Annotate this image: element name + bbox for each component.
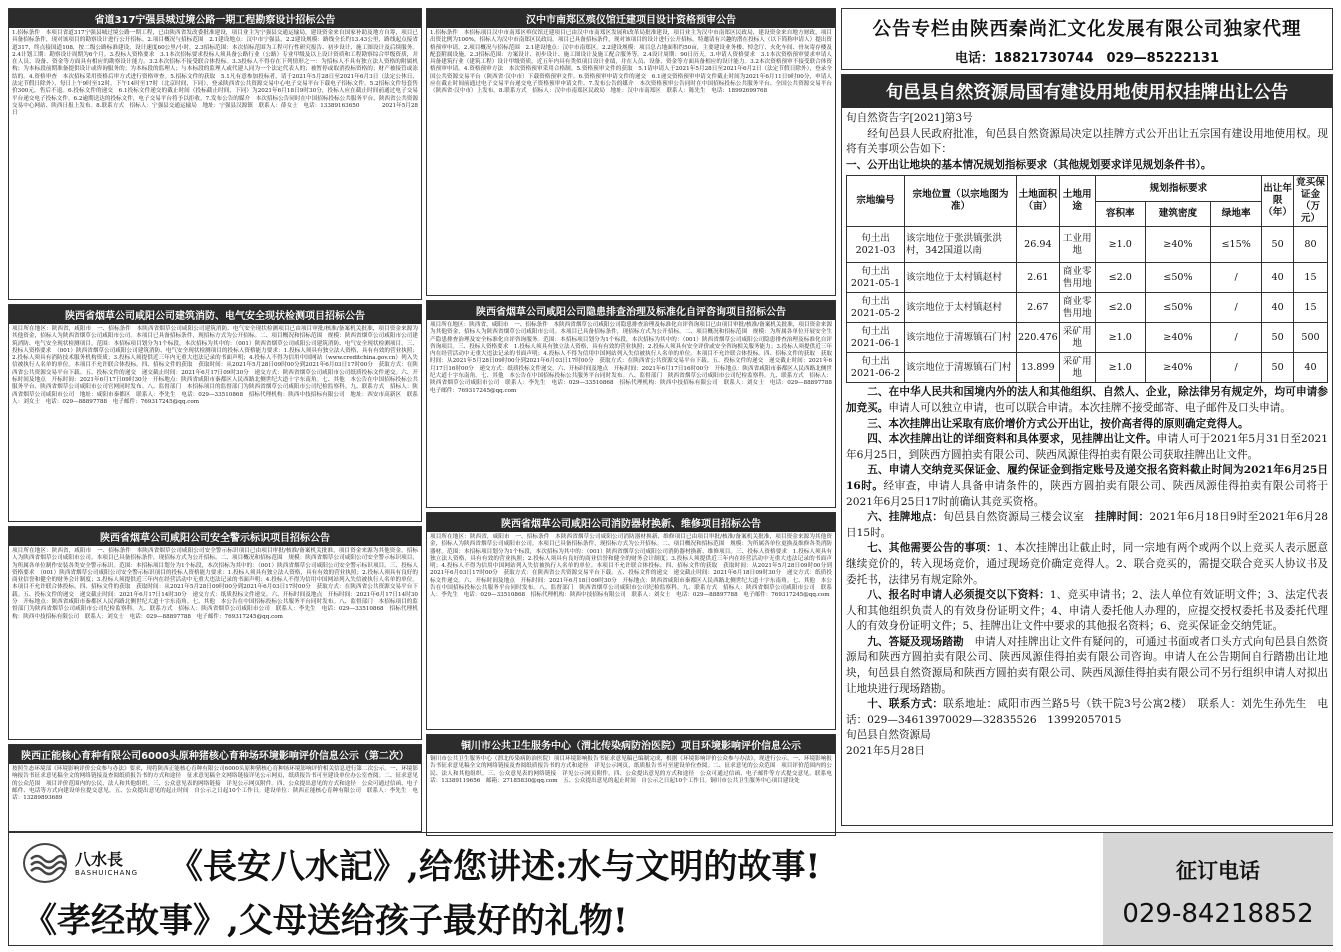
section-3: 三、本次挂牌出让采取有底价增价方式公开出让，按价高者得的原则确定竞得人。: [867, 417, 1249, 430]
cell-density: ≤50%: [1145, 293, 1210, 323]
notice-body: 1.招标条件 本招标项目汉中市南郑区殡仪馆迁建项目已由汉中市南郑区发展和改革局批准建设，项目业主为汉中市南郑区民政局，建设资金来自地方财政，项目出资比例为100%，招标人为汉中市南郑区民政局。项目已具备招标条件，现对该项目的设计进行公开招标，特邀请有兴趣的潜在投标人（以下简称申请人）提出资格预审申请。2.项目概况与招标范围 2.1建设地点：汉中市南郑区。2.2建设规模：项目总占地面积约50亩，主要建设业务楼、悼念厅、火化车间、骨灰寄存楼及配套附属设施。2.3招标范围：方案设计、初步设计、施工图设计及施工配合服务等。2.4设计周期：90日历天。3.申请人资格要求 3.1本次资格预审要求申请人具备建筑行业（建筑工程）设计甲级资质，近五年内具有类似项目设计业绩，并在人员、设备、资金等方面具备相应的设计能力。3.2本次资格预审不接受联合体资格预审申请。4.资格预审方法 本次资格预审采用合格制。5.资格预审文件的获取 5.1请申请人于2021年5月28日至2021年6月2日（法定节假日除外），登录全国公共资源交易平台（陕西省·汉中市）下载资格预审文件。6.资格预审申请文件的递交 6.1递交资格预审申请文件截止时间为2021年6月11日9时00分，申请人应在截止时间前通过电子交易平台递交电子资格预审申请文件。7.发布公告的媒介 本次资格预审公告同时在中国招标投标公共服务平台、全国公共资源交易平台（陕西省·汉中市）上发布。8.联系方式 招标人：汉中市南郑区民政局 地址：汉中市南郑区 联系人：陈先生 电话：18992699768: [430, 30, 832, 95]
section-2: [846, 385, 1328, 416]
notice-body: 铜川市公共卫生服务中心（渭北传染病防治医院）项目环境影响报告书征求意见稿已编制完成，根据《环境影响评价公众参与办法》，现进行公示。一、环境影响报告书征求意见稿全文的网络链接及查阅纸质报告书的方式和途径 详见公示网页，纸质报告书可至建设单位查阅。二、征求意见的公众范围 项目评价范围内的公民、法人和其他组织。三、公众意见表的网络链接 详见公示网页附件。四、公众提出意见的方式和途径 公众可通过信函、电子邮件等方式提交意见。联系电话：13389119656 邮箱：27185830@qq.com 五、公众提出意见的起止时间 自公示之日起10个工作日。铜川市公共卫生服务中心项目建设处: [430, 756, 832, 784]
agent-phone: 电话：18821730744 029—85222131: [955, 51, 1219, 66]
table-row: [847, 353, 1328, 383]
notice-body: 1.招标条件 本项目省道317宁强县城过境公路一期工程，已由陕西省发改委批准建设，项目业主为宁强县交通运输局，建设资金来自国家补助及地方自筹，项目已具备招标条件，现对该项目的勘察设计进行公开招标。2.项目概况与招标范围 2.1建设地点：汉中市宁强县。2.2建设规模：路线全长约13.43公里，路线起点接省道317，终点接国道108，按二级公路标准建设，设计速度60公里/小时。2.3招标范围：本次招标范围为工程可行性研究报告、初步设计、施工图设计及后续服务。2.4计划工期：勘察设计周期为6个月。3.投标人资格要求 3.1本次招标要求投标人须具备公路行业（公路）专业甲级及以上设计资质和工程勘察综合甲级资质，并在人员、设备、资金等方面具有相应的勘察设计能力。3.2本次招标不接受联合体投标。3.3投标人不得存在下列情形之一：为招标人不具有独立法人资格的附属机构；为本标段前期准备提供设计或咨询服务的；为本标段的监理人；与本标段的监理人或代建人同为一个法定代表人的；被暂停或取消投标资格的；财产被接管或冻结的。4.资格审查 本次招标采用资格后审方式进行资格审查。5.招标文件的获取 5.1凡有意参加投标者，请于2021年5月28日至2021年6月3日（法定公休日、法定节假日除外），每日上午9时至12时，下午14时至17时（北京时间，下同），登录陕西省公共资源交易中心电子交易平台下载电子招标文件。5.2招标文件每套售价300元，售后不退。6.投标文件的递交 6.1投标文件递交的截止时间（投标截止时间，下同）为2021年6月18日9时30分，投标人应在截止时间前通过电子交易平台递交电子投标文件。6.2逾期送达的投标文件，电子交易平台将予以拒收。7.发布公告的媒介 本次招标公告同时在中国招标投标公共服务平台、陕西省公共资源交易中心网站、陕西日报上发布。8.联系方式 招标人：宁强县交通运输局 地址：宁强县汉源镇 联系人：薛女士 电话：13389163650 2021年5月28日: [12, 30, 418, 117]
cell-green: /: [1211, 263, 1262, 293]
cell-far: ≥1.0: [1095, 323, 1145, 353]
section-8-text: 1、竞买申请书；2、法人单位有效证明文件；3、法定代表人和其他组织负责人的有效身份证明文件；4、申请人委托他人办理的，应提交授权委托书及委托代理人的有效身份证明文件；5、挂牌出让文件中要求的其他报名资料；6、竞买保证金交纳凭证。: [846, 589, 1329, 633]
notice-road-survey: [8, 8, 422, 300]
section-6-time-label: 挂牌时间：: [1095, 511, 1150, 524]
section-5-text: 经审查，申请人具备申请条件的，陕西方圆拍卖有限公司、陕西凤源佳得拍卖有限公司将于2021年6月25日17时前确认其竞买资格。: [846, 479, 1328, 508]
bashuichang-logo: [23, 843, 161, 883]
section-7-text: 1、本次挂牌出让截止时，同一宗地有两个或两个以上竞买人表示愿意继续竞价的，转入现场竞价，通过现场竞价确定竞得人。2、联合竞买的，需提交联合竞买人协议书及委托书，法律另有规定除外。: [846, 542, 1328, 586]
subscription-phone: 029-84218852: [1122, 899, 1314, 929]
table-header-row: [847, 176, 1328, 202]
cell-area: 220.476: [1017, 323, 1060, 353]
land-auction-notice: [841, 74, 1333, 826]
logo-cn-text: 八水長: [75, 850, 124, 869]
cell-deposit: 40: [1294, 353, 1328, 383]
notice-fire-equipment: [426, 512, 836, 730]
notice-body: 按照生态环境部《环境影响评价公众参与办法》要求，现将陕西正能核心育种有限公司6000头原种猪核心育种场环境影响评价相关信息进行第二次公示。一、环境影响报告书征求意见稿全文的网络链接及查阅纸质报告书的方式和途径 征求意见稿全文网络链接详见公示网页，纸质报告书可至建设单位办公室查阅。二、征求意见的公众范围 项目评价范围内的公民、法人和其他组织。三、公众意见表的网络链接 详见公示网页附件。四、公众提出意见的方式和途径 公众可通过信函、电子邮件、电话等方式向建设单位提交意见。五、公众提出意见的起止时间 自公示之日起10个工作日。建设单位：陕西正能核心育种有限公司 联系人：李先生 电话：13289893689: [12, 766, 418, 802]
cell-density: ≤50%: [1145, 263, 1210, 293]
notice-title: 汉中市南郑区殡仪馆迁建项目设计资格预审公告: [427, 9, 835, 28]
cell-green: /: [1211, 353, 1262, 383]
subscription-box: [1103, 833, 1333, 945]
col-header-location: 宗地位置（以宗地图为准）: [905, 176, 1017, 227]
notice-public-health-eia: [426, 734, 836, 836]
cell-use: 采矿用地: [1059, 323, 1095, 353]
cell-density: ≥40%: [1145, 323, 1210, 353]
logo-en-text: BASHUICHANG: [75, 869, 139, 877]
cell-no: 旬土出2021-05-2: [847, 293, 905, 323]
col-header-green: 绿地率: [1211, 201, 1262, 227]
cell-use: 商业零售用地: [1059, 263, 1095, 293]
section-6-place: 旬邑县自然资源局三楼会议室: [943, 511, 1085, 524]
cell-location: 该宗地位于清塬镇石门村: [905, 353, 1017, 383]
cell-location: 该宗地位于清塬镇石门村: [905, 323, 1017, 353]
subscription-label: 征订电话: [1176, 859, 1260, 883]
col-header-far: 容积率: [1095, 201, 1145, 227]
cell-location: 该宗地位于太村镇赵村: [905, 293, 1017, 323]
intro-paragraph: 经旬邑县人民政府批准，旬邑县自然资源局决定以挂牌方式公开出让五宗国有建设用地使用权。现将有关事项公告如下：: [846, 127, 1328, 156]
cell-area: 2.67: [1017, 293, 1060, 323]
cell-area: 2.61: [1017, 263, 1060, 293]
cell-far: ≥1.0: [1095, 227, 1145, 263]
cell-far: ≤2.0: [1095, 263, 1145, 293]
cell-use: 采矿用地: [1059, 353, 1095, 383]
cell-deposit: 15: [1294, 263, 1328, 293]
cell-far: ≥1.0: [1095, 353, 1145, 383]
land-notice-title: 旬邑县自然资源局国有建设用地使用权挂牌出让公告: [842, 75, 1332, 108]
notice-safety-signs: [8, 526, 422, 740]
section-5: [846, 463, 1328, 510]
slogan-filial-book: 《孝经故事》,父母送给孩子最好的礼物!: [23, 901, 628, 941]
cell-use: 商业零售用地: [1059, 293, 1095, 323]
section-4: [846, 432, 1328, 463]
notice-title: 陕西省烟草公司咸阳公司消防器材换新、维修项目招标公告: [427, 513, 835, 532]
notice-body: 项目所在地区：陕西省，咸阳市 一、招标条件 本陕西省烟草公司咸阳公司建筑消防、电气安全现状检测项目已由项目审批/核准/备案机关批准，项目资金来源为其他资金，招标人为陕西省烟草公司咸阳市公司。本项目已具备招标条件，现招标方式为公开招标。二、项目概况和招标范围 规模：陕西省烟草公司咸阳市公司建筑消防、电气安全现状检测项目。范围：本招标项目划分为1个标段，本次招标为其中的：（001）陕西省烟草公司咸阳公司建筑消防、电气安全现状检测项目。三、投标人资格要求 （001）陕西省烟草公司咸阳公司建筑消防、电气安全现状检测项目的投标人资格能力要求：1.投标人须具有独立法人资格，具有有效的营业执照；2.投标人须具有消防技术服务机构资质；3.投标人须提供近三年内无重大违法记录的书面声明；4.投标人不得为信用中国网站（www.creditchina.gov.cn）列入失信被执行人名单的单位。本项目不允许联合体投标。四、招标文件的获取 获取时间：从2021年5月28日09时00分到2021年6月03日17时00分 获取方式：在陕西省公共资源交易平台下载。五、投标文件的递交 递交截止时间：2021年6月17日09时30分 递交方式：陕西省烟草公司咸阳市公司纸质投标文件递交。六、开标时间及地点 开标时间：2021年6月17日09时30分 开标地点：陕西省咸阳市秦都区人民西路北侧世纪大道十字东南角。七、其他 本公告在中国招标投标公共服务平台、陕西省烟草公司咸阳市公司官网同时发布。八、监督部门 本招标项目的监督部门为陕西省烟草公司咸阳市公司纪检监察科。九、联系方式 招标人：陕西省烟草公司咸阳市公司 地址：咸阳市秦都区 联系人：李先生 电话：029—33510868 招标代理机构：陕西中技招标有限公司 地址：西安市高新区 联系人：刘女士 电话：029—88897788 电子邮件：769317245@qq.com: [12, 326, 418, 405]
cell-no: 旬土出2021-05-1: [847, 263, 905, 293]
col-header-area: 土地面积（亩）: [1017, 176, 1060, 227]
cell-green: /: [1211, 323, 1262, 353]
cell-location: 该宗地位于张洪镇张洪村，342国道以南: [905, 227, 1017, 263]
section-10: [846, 697, 1328, 728]
land-plan-table: [846, 175, 1328, 383]
table-row: [847, 227, 1328, 263]
wave-icon: [25, 845, 65, 881]
col-header-plan: 规划指标要求: [1095, 176, 1262, 202]
cell-area: 26.94: [1017, 227, 1060, 263]
col-header-use: 土地用途: [1059, 176, 1095, 227]
section-9-bold: 九、答疑及现场踏勘: [867, 635, 964, 648]
notice-body: 项目所在地区：陕西省，咸阳市 一、招标条件 本陕西省烟草公司咸阳公司安全警示标识项目已由项目审批/核准/备案机关批准，项目资金来源为其他资金，招标人为陕西省烟草公司咸阳市公司。本项目已具备招标条件，现招标方式为公开招标。二、项目概况和招标范围 规模：陕西省烟草公司咸阳公司安全警示标识项目，为所属各单位制作安装各类安全警示标识。范围：本招标项目划分为1个标段，本次招标为其中的：（001）陕西省烟草公司咸阳公司安全警示标识项目。三、投标人资格要求 （001）陕西省烟草公司咸阳公司安全警示标识项目的投标人资格能力要求：1.投标人须具有独立法人资格，具有有效的营业执照；2.投标人须具有良好的商业信誉和健全的财务会计制度；3.投标人须提供近三年内在经营活动中无重大违法记录的书面声明；4.投标人不得为信用中国网站列入失信被执行人名单的单位。本项目不允许联合体投标。四、招标文件的获取 获取时间：从2021年5月28日09时00分到2021年6月03日17时00分 获取方式：在陕西省公共资源交易平台下载。五、投标文件的递交 递交截止时间：2021年6月17日14时30分 递交方式：纸质投标文件递交。六、开标时间及地点 开标时间：2021年6月17日14时30分 开标地点：陕西省咸阳市秦都区人民西路北侧世纪大道十字东南角。七、其他 本公告在中国招标投标公共服务平台同时发布。八、监督部门 本招标项目的监督部门为陕西省烟草公司咸阳市公司纪检监察科。九、联系方式 招标人：陕西省烟草公司咸阳市公司 联系人：李先生 电话：029—33510868 招标代理机构：陕西中技招标有限公司 联系人：刘女士 电话：029—88897788 电子邮件：769317245@qq.com: [12, 548, 418, 620]
notice-hazard-consulting: [426, 300, 836, 508]
section-4-bold: 四、本次挂牌出让的详细资料和具体要求，见挂牌出让文件。: [867, 433, 1157, 446]
cell-term: 50: [1262, 323, 1294, 353]
table-row: [847, 323, 1328, 353]
notice-title: 陕西正能核心育种有限公司6000头原种猪核心育种场环境影响评价信息公示（第二次）: [9, 745, 421, 764]
section-8-bold: 八、报名时申请人必须提交以下资料：: [867, 589, 1050, 602]
cell-far: ≤2.0: [1095, 293, 1145, 323]
wave-logo-icon: [23, 843, 67, 883]
notice-title: 陕西省烟草公司咸阳公司隐患排查治理及标准化自评咨询项目招标公告: [427, 301, 835, 320]
left-column: [8, 8, 422, 836]
section-6-bold: 六、挂牌地点：: [867, 511, 944, 524]
book-ad-banner: [8, 832, 1333, 946]
section-7-bold: 七、其他需要公告的事项：: [867, 542, 997, 555]
notice-funeral-home-design: [426, 8, 836, 296]
cell-term: 50: [1262, 227, 1294, 263]
cell-density: ≥40%: [1145, 227, 1210, 263]
doc-number: 旬自然资告字[2021]第3号: [846, 112, 973, 124]
section-6: [846, 510, 1328, 541]
section-9: [846, 635, 1328, 697]
cell-green: /: [1211, 293, 1262, 323]
slogan-water-book: 《長安八水記》,给您讲述:水与文明的故事!: [169, 847, 821, 887]
table-row: [847, 293, 1328, 323]
cell-deposit: 15: [1294, 293, 1328, 323]
section-5-bold: 五、申请人交纳竞买保证金、履约保证金到指定账号及递交报名资料截止时间为2021年6月25日16时。: [846, 464, 1328, 492]
land-notice-body: [842, 108, 1332, 763]
cell-term: 50: [1262, 353, 1294, 383]
notice-title: 省道317宁强县城过境公路一期工程勘察设计招标公告: [9, 9, 421, 28]
agent-header: [841, 8, 1333, 70]
section-6-time: 2021年6月18日9时至2021年6月28日15时。: [846, 511, 1329, 539]
section-4-text: 申请人可于2021年5月31日至2021年6月25日，到陕西方圆拍卖有限公司、陕西凤源佳得拍卖有限公司获取挂牌出让文件。: [846, 433, 1329, 461]
section-10-text: 联系地址：咸阳市西兰路5号（铁干院3号公寓2楼） 联系人：刘先生孙先生 电话：029—34613970029—32835526 13992057015: [846, 698, 1329, 726]
section-8: [846, 588, 1328, 635]
section-10-bold: 十、联系方式：: [867, 698, 944, 711]
notice-body: 项目所在地区：陕西省，咸阳市 一、招标条件 本陕西省烟草公司咸阳公司消防器材换新、维修项目已由项目审批/核准/备案机关批准，项目资金来源为其他资金，招标人为陕西省烟草公司咸阳市公司。本项目已具备招标条件，现招标方式为公开招标。二、项目概况和招标范围 规模：为所属各单位更换及维修各类消防器材。范围：本招标项目划分为1个标段，本次招标为其中的：（001）陕西省烟草公司咸阳公司消防器材换新、维修项目。三、投标人资格要求 1.投标人须具有独立法人资格，具有有效的营业执照；2.投标人须具有良好的商业信誉和健全的财务会计制度；3.投标人须提供近三年内在经营活动中无重大违法记录的书面声明；4.投标人不得为信用中国网站列入失信被执行人名单的单位。本项目不允许联合体投标。四、招标文件的获取 获取时间：从2021年5月28日09时00分到2021年6月03日17时00分 获取方式：在陕西省公共资源交易平台下载。五、投标文件的递交 递交截止时间：2021年6月18日09时30分 递交方式：纸质投标文件递交。六、开标时间及地点 开标时间：2021年6月18日09时30分 开标地点：陕西省咸阳市秦都区人民西路北侧世纪大道十字东南角。七、其他 本公告在中国招标投标公共服务平台同时发布。八、监督部门 陕西省烟草公司咸阳市公司纪检监察科。九、联系方式 招标人：陕西省烟草公司咸阳市公司 联系人：李先生 电话：029—33510868 招标代理机构：陕西中技招标有限公司 联系人：刘女士 电话：029—88897788 电子邮件：769317245@qq.com: [430, 534, 832, 599]
cell-no: 旬土出2021-03: [847, 227, 905, 263]
notice-title: 陕西省烟草公司咸阳公司安全警示标识项目招标公告: [9, 527, 421, 546]
notice-body: 项目所在地区：陕西省，咸阳市 一、招标条件 本陕西省烟草公司咸阳公司隐患排查治理及标准化自评咨询项目已由项目审批/核准/备案机关批准，项目资金来源为其他资金，招标人为陕西省烟草公司咸阳市公司。本项目已具备招标条件，现招标方式为公开招标。二、项目概况和招标范围 规模：为所属各单位开展安全生产隐患排查治理及安全标准化自评咨询服务。范围：本招标项目划分为1个标段，本次招标为其中的：（001）陕西省烟草公司咸阳公司隐患排查治理及标准化自评咨询项目。三、投标人资格要求 1.投标人须具有独立法人资格，具有有效的营业执照；2.投标人须具有安全评价或安全咨询相关服务能力；3.投标人须提供近三年内在经营活动中无重大违法记录的书面声明；4.投标人不得为信用中国网站列入失信被执行人名单的单位。本项目不允许联合体投标。四、招标文件的获取 获取时间：从2021年5月28日09时00分到2021年6月03日17时00分 获取方式：在陕西省公共资源交易平台下载。五、投标文件的递交 递交截止时间：2021年6月17日16时00分 递交方式：纸质投标文件递交。六、开标时间及地点 开标时间：2021年6月17日16时00分 开标地点：陕西省咸阳市秦都区人民西路北侧世纪大道十字东南角。七、其他 本公告在中国招标投标公共服务平台同时发布。八、监督部门 陕西省烟草公司咸阳市公司纪检监察科。九、联系方式 招标人：陕西省烟草公司咸阳市公司 联系人：李先生 电话：029—33510868 招标代理机构：陕西中技招标有限公司 联系人：刘女士 电话：029—88897788 电子邮件：769317245@qq.com: [430, 322, 838, 394]
col-header-density: 建筑密度: [1145, 201, 1210, 227]
notice-title: 铜川市公共卫生服务中心（渭北传染病防治医院）项目环境影响评价信息公示: [427, 735, 835, 754]
signature-org: 旬邑县自然资源局: [846, 729, 931, 742]
cell-green: ≤15%: [1211, 227, 1262, 263]
cell-deposit: 500: [1294, 323, 1328, 353]
col-header-term: 出让年限（年）: [1262, 176, 1294, 227]
col-header-deposit: 竞买保证金（万元）: [1294, 176, 1328, 227]
notice-pig-breeding-eia: [8, 744, 422, 832]
table-row: [847, 263, 1328, 293]
cell-area: 13.899: [1017, 353, 1060, 383]
middle-column: [426, 8, 836, 840]
agent-title: 公告专栏由陕西秦尚汇文化发展有限公司独家代理: [872, 19, 1302, 40]
cell-location: 该宗地位于太村镇赵村: [905, 263, 1017, 293]
cell-term: 40: [1262, 293, 1294, 323]
section-2-text: 申请人可以独立申请，也可以联合申请。本次挂牌不接受邮寄、电子邮件及口头申请。: [888, 401, 1291, 414]
section-2-bold: 二、在中华人民共和国境内外的法人和其他组织、自然人、企业，除法律另有规定外，均可申请参加竞买。: [846, 386, 1328, 414]
cell-density: ≥40%: [1145, 353, 1210, 383]
cell-no: 旬土出2021-06-1: [847, 323, 905, 353]
col-header-no: 宗地编号: [847, 176, 905, 227]
section-7: [846, 541, 1328, 588]
notice-fire-electric-inspection: [8, 304, 422, 522]
section-1-title: 一、公开出让地块的基本情况规划指标要求（其他规划要求详见规划条件书）。: [846, 158, 1212, 171]
cell-no: 旬土出2021-06-2: [847, 353, 905, 383]
notice-title: 陕西省烟草公司咸阳公司建筑消防、电气安全现状检测项目招标公告: [9, 305, 421, 324]
signature-date: 2021年5月28日: [846, 745, 925, 758]
cell-use: 工业用地: [1059, 227, 1095, 263]
cell-deposit: 80: [1294, 227, 1328, 263]
section-9-text: 申请人对挂牌出让文件有疑问的，可通过书面或者口头方式向旬邑县自然资源局和陕西方圆拍卖有限公司、陕西凤源佳得拍卖有限公司咨询。申请人在公告期间自行踏勘出让地块，旬邑县自然资源局和陕西方圆拍卖有限公司、陕西凤源佳得拍卖有限公司不另行组织申请人对拟出让地块进行现场踏勘。: [846, 635, 1329, 695]
cell-term: 40: [1262, 263, 1294, 293]
